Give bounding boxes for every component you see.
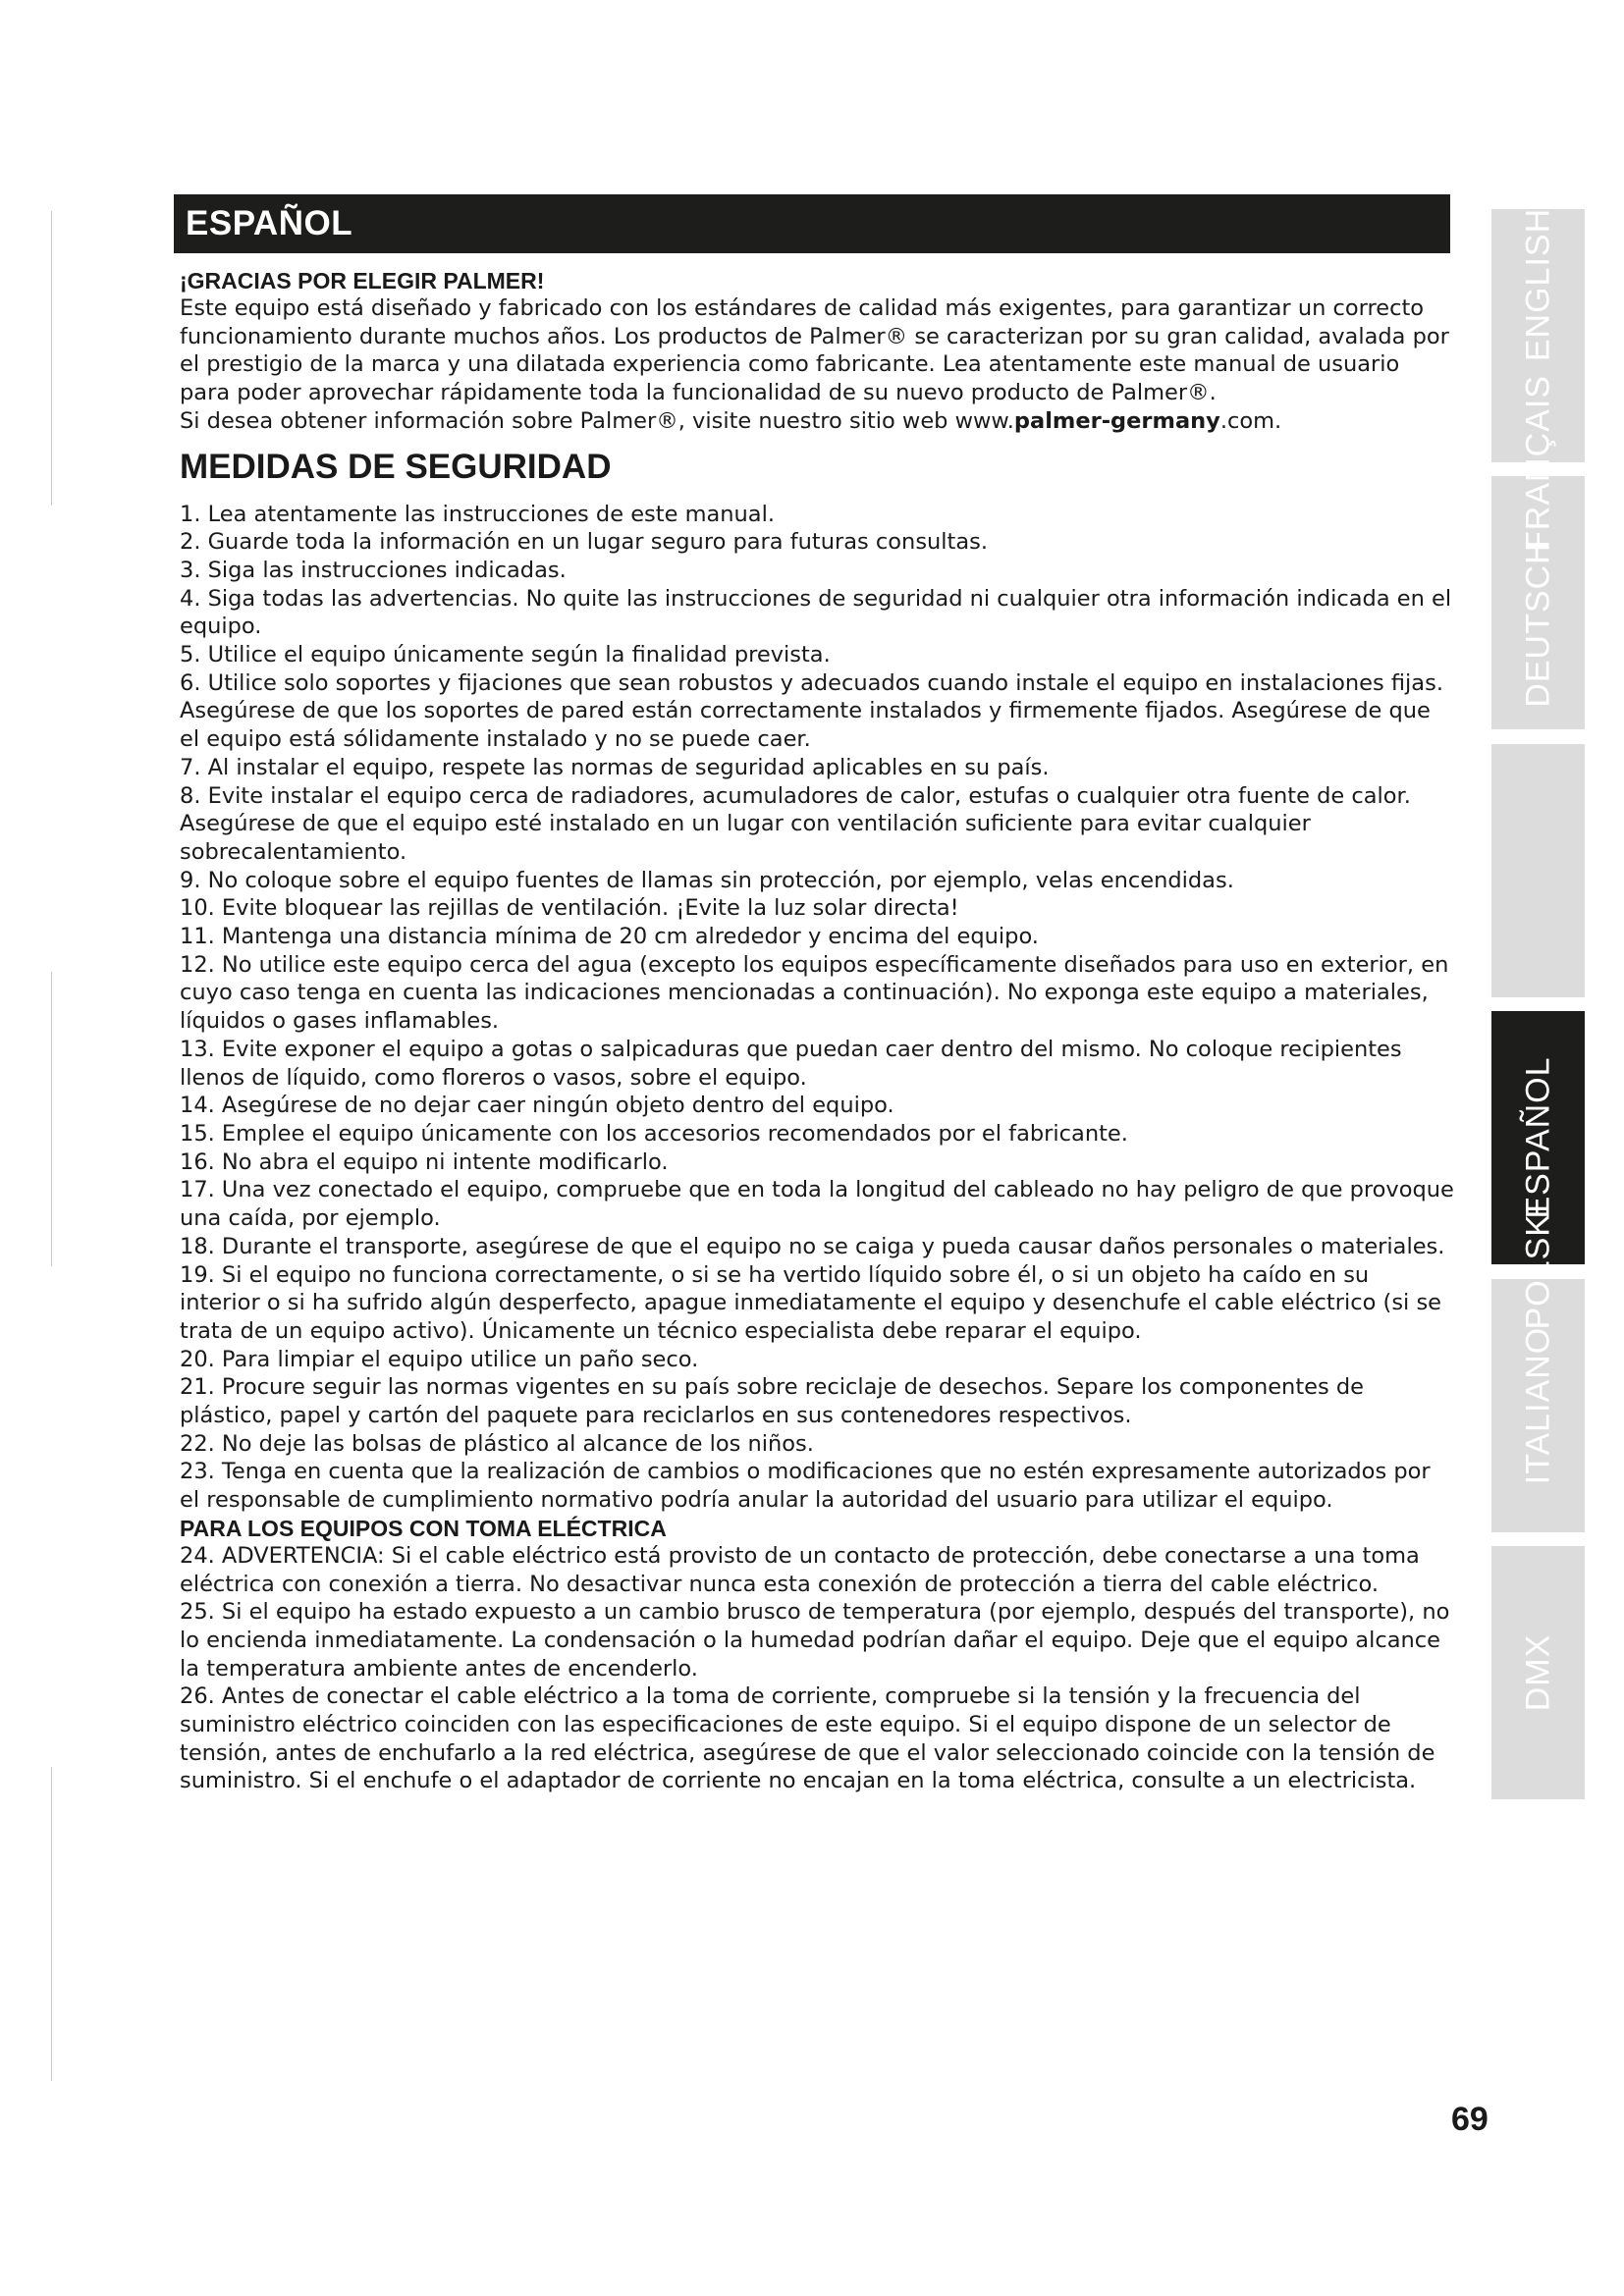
- list-item: 14. Asegúrese de no dejar caer ningún objeto dentro del equipo.: [180, 1093, 894, 1119]
- list-item: 8. Evite instalar el equipo cerca de radiadores, acumuladores de calor, estufas o cualquier otra fuente de calor. Asegúrese de que el equipo esté instalado en un lugar con ventilación suficiente para evitar cualquier sobrecalentamiento.: [180, 782, 1411, 865]
- list-item: 4. Siga todas las advertencias. No quite las instrucciones de seguridad ni cualquier otra información indicada en el equipo.: [180, 585, 1452, 640]
- electrical-heading: PARA LOS EQUIPOS CON TOMA ELÉCTRICA: [180, 1515, 667, 1541]
- website-prefix: Si desea obtener información sobre Palmer®, visite nuestro sitio web www.: [180, 407, 1014, 434]
- margin-rule-middle: [51, 972, 52, 1266]
- list-item: 9. No coloque sobre el equipo fuentes de llamas sin protección, por ejemplo, velas encendidas.: [180, 867, 1234, 893]
- list-item: 22. No deje las bolsas de plástico al alcance de los niños.: [180, 1430, 814, 1457]
- list-item: 6. Utilice solo soportes y fijaciones que sean robustos y adecuados cuando instale el equipo en instalaciones fijas. Asegúrese de que los soportes de pared están correctamente instalados y firmemente fijados. Asegúrese de que el equipo está sólidamente instalado y no se puede caer.: [180, 669, 1443, 753]
- intro-text: Este equipo está diseñado y fabricado con los estándares de calidad más exigentes, para garantizar un correcto funcionamiento durante muchos años. Los productos de Palmer® se caracterizan por su gran calidad, avalada por el prestigio de la marca y una dilatada experiencia como fabricante. Lea atentamente este manual de usuario para poder aprovechar rápidamente toda la funcionalidad de su nuevo producto de Palmer®.: [180, 295, 1449, 406]
- tab-italiano[interactable]: [1491, 1279, 1585, 1532]
- margin-rule-bottom: [51, 1767, 52, 2081]
- list-item: 13. Evite exponer el equipo a gotas o salpicaduras que puedan caer dentro del mismo. No coloque recipientes llenos de líquido, como floreros o vasos, sobre el equipo.: [180, 1036, 1402, 1091]
- tab-label: ESPAÑOL: [1519, 1056, 1556, 1219]
- tab-label: POLSKI: [1519, 1202, 1556, 1330]
- list-item: 1. Lea atentamente las instrucciones de este manual.: [180, 501, 775, 527]
- intro-heading: ¡GRACIAS POR ELEGIR PALMER!: [180, 268, 545, 294]
- tab-label: ENGLISH: [1519, 208, 1556, 362]
- list-item: 21. Procure seguir las normas vigentes en su país sobre reciclaje de desechos. Separe los componentes de plástico, papel y cartón del paquete para reciclarlos en sus contenedores respectivos.: [180, 1374, 1364, 1429]
- margin-rule-top: [51, 211, 52, 506]
- list-item: 16. No abra el equipo ni intente modificarlo.: [180, 1148, 669, 1175]
- safety-heading: MEDIDAS DE SEGURIDAD: [180, 447, 612, 486]
- list-item: 5. Utilice el equipo únicamente según la finalidad prevista.: [180, 642, 831, 668]
- list-item: 12. No utilice este equipo cerca del agua (excepto los equipos específicamente diseñados para uso en exterior, en cuyo caso tenga en cuenta las indicaciones mencionadas a continuación). No exponga este equipo a materiales, líquidos o gases inflamables.: [180, 951, 1449, 1035]
- list-item: 11. Mantenga una distancia mínima de 20 cm alrededor y encima del equipo.: [180, 924, 1039, 950]
- tab-label: ITALIANO: [1519, 1326, 1556, 1485]
- section-header-bar: [174, 194, 1450, 253]
- page-content: [180, 267, 1456, 1795]
- list-item: 20. Para limpiar el equipo utilice un paño seco.: [180, 1346, 699, 1372]
- tab-label: DEUTSCH: [1519, 538, 1556, 708]
- page-number: 69: [1451, 2101, 1489, 2138]
- tab-label: DMX: [1519, 1633, 1556, 1712]
- list-item: 25. Si el equipo ha estado expuesto a un cambio brusco de temperatura (por ejemplo, después del transporte), no lo encienda inmediatamente. La condensación o la humedad podrían dañar el equipo. Deje que el equipo alcance la temperatura ambiente antes de encenderlo.: [180, 1599, 1450, 1682]
- website-link[interactable]: palmer-germany: [1013, 407, 1220, 434]
- tab-blank: [1491, 744, 1585, 997]
- tab-deutsch[interactable]: [1491, 476, 1585, 729]
- section-header-title: ESPAÑOL: [186, 204, 353, 242]
- list-item: 23. Tenga en cuenta que la realización de cambios o modificaciones que no estén expresamente autorizados por el responsable de cumplimiento normativo podría anular la autoridad del usuario para utilizar el equipo.: [180, 1459, 1431, 1514]
- website-line: [180, 407, 1456, 436]
- list-item: 15. Emplee el equipo únicamente con los accesorios recomendados por el fabricante.: [180, 1120, 1128, 1147]
- electrical-list: [180, 1542, 1456, 1795]
- list-item: 10. Evite bloquear las rejillas de ventilación. ¡Evite la luz solar directa!: [180, 895, 959, 922]
- list-item: 24. ADVERTENCIA: Si el cable eléctrico está provisto de un contacto de protección, debe conectarse a una toma eléctrica con conexión a tierra. No desactivar nunca esta conexión de protección a tierra del cable eléctrico.: [180, 1542, 1420, 1597]
- list-item: 17. Una vez conectado el equipo, compruebe que en toda la longitud del cableado no hay peligro de que provoque una caída, por ejemplo.: [180, 1177, 1454, 1232]
- list-item: 3. Siga las instrucciones indicadas.: [180, 557, 567, 583]
- list-item: 26. Antes de conectar el cable eléctrico a la toma de corriente, compruebe si la tensión y la frecuencia del suministro eléctrico coinciden con las especificaciones de este equipo. Si el equipo dispone de un selector de tensión, antes de enchufarlo a la red eléctrica, asegúrese de que el valor seleccionado coincide con la tensión de suministro. Si el enchufe o el adaptador de corriente no encajan en la toma eléctrica, consulte a un electricista.: [180, 1683, 1435, 1794]
- tab-dmx[interactable]: [1491, 1546, 1585, 1799]
- list-item: 7. Al instalar el equipo, respete las normas de seguridad aplicables en su país.: [180, 754, 1050, 780]
- list-item: 2. Guarde toda la información en un lugar seguro para futuras consultas.: [180, 529, 989, 556]
- list-item: 18. Durante el transporte, asegúrese de que el equipo no se caiga y pueda causar daños personales o materiales.: [180, 1233, 1445, 1259]
- tab-label: FRANÇAIS: [1519, 375, 1556, 553]
- safety-list: [180, 501, 1456, 1515]
- list-item: 19. Si el equipo no funciona correctamente, o si se ha vertido líquido sobre él, o si un objeto ha caído en su interior o si ha sufrido algún desperfecto, apague inmediatamente el equipo y desenchufe el cable eléctrico (si se trata de un equipo activo). Únicamente un técnico especialista debe reparar el equipo.: [180, 1261, 1442, 1344]
- website-suffix: .com.: [1219, 407, 1282, 434]
